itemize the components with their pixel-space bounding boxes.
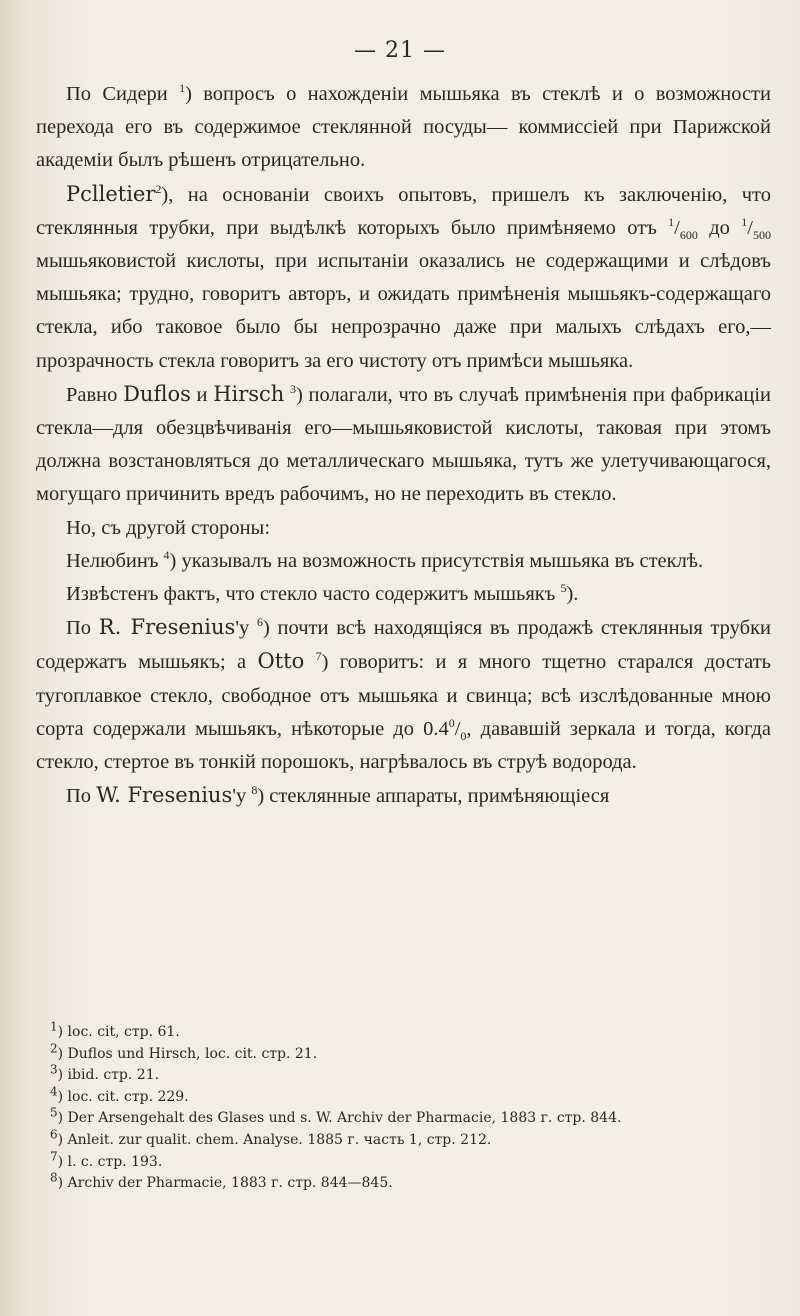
- paragraph-text: По: [66, 617, 99, 640]
- footnote-ref: 2: [155, 181, 162, 196]
- paragraph-text: Нелюбинъ: [66, 549, 164, 572]
- fraction-denominator: 500: [752, 227, 771, 242]
- footnote-number: 1: [50, 1019, 58, 1034]
- paragraph-text: ), на основаніи своихъ опытовъ, пришелъ къ заключенію, что стеклянныя трубки, при выдѣлкѣ которыхъ было примѣняемо отъ: [36, 183, 771, 239]
- paragraph-text: до: [697, 216, 742, 239]
- paragraph-text: ) указывалъ на возможность присутствія мышьяка въ стеклѣ.: [169, 549, 704, 572]
- fraction-denominator: 600: [679, 227, 698, 242]
- author-name: Otto: [257, 649, 305, 674]
- footnote-number: 4: [50, 1084, 58, 1099]
- paragraph-r-fresenius: [36, 611, 771, 779]
- footnote-text: ) Duflos und Hirsch, loc. cit. стр. 21.: [57, 1045, 318, 1062]
- paragraph-text: мышьяковистой кислоты, при испытаніи оказались не содержащими и слѣдовъ мышьяка; трудно, говоритъ авторъ, и ожидать примѣненія мышьякъ-содержащаго стекла, ибо таковое было бы непрозрачно даже при малыхъ слѣдахъ его,—прозрачность стекла говоритъ за его чистоту отъ примѣси мышьяка.: [36, 250, 771, 372]
- fraction-numerator: 1: [741, 214, 748, 229]
- footnote: [36, 1105, 771, 1130]
- page-number: — 21 —: [354, 38, 446, 63]
- paragraph-text: ) почти всѣ находящіяся въ продажѣ стеклянныя трубки содержатъ мышьякъ; а: [36, 617, 771, 674]
- footnote: [36, 1127, 771, 1152]
- author-name: Hirsch: [213, 381, 285, 406]
- paragraph-text: ) полагали, что въ случаѣ примѣненія при фабрикаціи стекла—для обезцвѣчиванія его—мышьяковистой кислоты, таковая при этомъ должна возстановляться до металлическаго мышьяка, тутъ же улетучивающагося, могущаго причинить вредъ рабочимъ, но не переходить въ стекло.: [36, 383, 771, 506]
- footnote-number: 2: [50, 1040, 58, 1055]
- percent-sup: 0: [448, 716, 455, 731]
- footnote-text: ) Der Arsengehalt des Glases und s. W. Archiv der Pharmacie, 1883 г. стр. 844.: [57, 1110, 622, 1127]
- footnote-text: ) ibid. стр. 21.: [57, 1067, 160, 1084]
- paragraph-pelletier: Pclletier$^2$), на основаніи своихъ опытовъ, пришелъ къ заключенію, что стеклянныя трубки, при выдѣлкѣ которыхъ было примѣняемо отъ $^1/_{600}$ до $^1/_{500}$ мышьяковистой кислоты, при испытаніи оказались не содержащими и слѣдовъ мышьяка; трудно, говоритъ авторъ, и ожидать примѣненія мышьякъ-содержащаго стекла, ибо таковое было бы непрозрачно даже при малыхъ слѣдахъ его,—прозрачность стекла говоритъ за его чистоту отъ примѣси мышьяка.: [36, 181, 771, 372]
- paragraph-text: [304, 651, 315, 673]
- footnote-number: 8: [50, 1170, 58, 1185]
- footnote-number: 5: [50, 1105, 58, 1120]
- footnote-number: 3: [50, 1062, 58, 1077]
- main-text: [36, 78, 771, 813]
- footnote-text: ) l. c. стр. 193.: [57, 1153, 163, 1170]
- paragraph-text: 'у: [232, 785, 252, 808]
- footnote-ref: 4: [163, 548, 170, 563]
- paragraph-text: Равно: [66, 383, 124, 406]
- paragraph-text: Но, съ другой стороны:: [66, 516, 271, 539]
- percent-slash: /: [454, 717, 461, 740]
- paragraph-text: Извѣстенъ фактъ, что стекло часто содержитъ мышьякъ: [66, 583, 561, 606]
- footnote: [36, 1062, 771, 1087]
- footnote: [36, 1019, 771, 1044]
- footnote-number: 6: [50, 1127, 58, 1142]
- footnote-ref: 6: [257, 615, 263, 630]
- paragraph-other-side: [36, 512, 771, 545]
- footnote: [36, 1170, 771, 1195]
- footnote-ref: 8: [251, 783, 258, 798]
- paragraph-duflos-hirsch: [36, 378, 771, 512]
- paragraph-text: и: [190, 383, 214, 406]
- footnote-ref: 7: [315, 649, 322, 664]
- footnote-number: 7: [50, 1148, 58, 1163]
- paragraph-text: ) стеклянные аппараты, примѣняющіеся: [257, 785, 610, 808]
- paragraph-known-fact: [36, 578, 771, 611]
- footnote-ref: 1: [179, 81, 186, 96]
- fraction-numerator: 1: [668, 214, 675, 229]
- footnote: [36, 1148, 771, 1174]
- footnote-text: ) Anleit. zur qualit. chem. Analyse. 1885 г. часть 1, стр. 212.: [57, 1131, 492, 1148]
- paragraph-text: ) говоритъ: и я много тщетно старался достать тугоплавкое стекло, свободное отъ мышьяка и свинца; всѣ изслѣдованные мною сорта содержали мышьякъ, нѣкоторые до 0.4: [36, 651, 772, 740]
- footnote: [36, 1084, 771, 1109]
- paragraph-text: 'у: [235, 617, 257, 640]
- author-name: W. Fresenius: [96, 783, 233, 808]
- footnote-text: ) loc. cit, стр. 61.: [57, 1024, 180, 1040]
- paragraph-sideri: [36, 78, 771, 178]
- author-name: R. Fresenius: [98, 615, 236, 640]
- paragraph-w-fresenius: [36, 779, 771, 813]
- percent-sub: 0: [460, 728, 467, 743]
- footnote-text: ) Archiv der Pharmacie, 1883 г. стр. 844—845.: [57, 1175, 393, 1192]
- paragraph-text: По Сидери: [66, 83, 180, 105]
- author-name: Pclletier: [66, 181, 156, 206]
- paragraph-text: ) вопросъ о нахожденіи мышьяка въ стеклѣ и о возможности перехода его въ содержимое стеклянной посуды— коммиссіей при Парижской академіи былъ рѣшенъ отрицательно.: [36, 83, 771, 172]
- paragraph-nelyubin: [36, 545, 771, 578]
- footnotes: [36, 1019, 771, 1195]
- paragraph-text: ).: [566, 583, 579, 606]
- author-name: Duflos: [123, 381, 191, 406]
- paragraph-text: По: [66, 785, 97, 808]
- footnote: [36, 1040, 771, 1066]
- footnote-ref: 3: [290, 382, 296, 396]
- footnote-ref: 5: [560, 581, 567, 596]
- footnote-text: ) loc. cit. стр. 229.: [57, 1088, 189, 1105]
- paragraph-text: , дававшій зеркала и тогда, когда стекло, стертое въ тонкій порошокъ, нагрѣвалось въ струѣ водорода.: [36, 717, 771, 774]
